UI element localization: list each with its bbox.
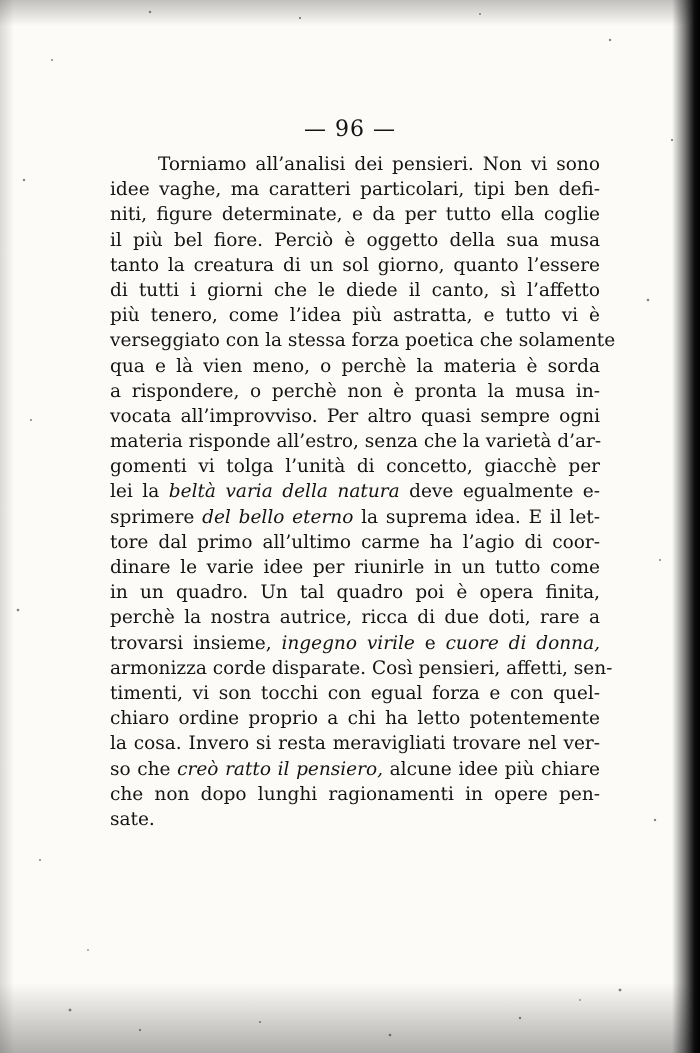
text-line: [110, 404, 600, 429]
text-line: [110, 555, 600, 580]
text-line: [110, 706, 600, 731]
text-segment: lei la: [110, 481, 169, 503]
text-segment: vocata all’improvviso. Per altro quasi sempre ogni: [110, 405, 600, 427]
text-line: [110, 354, 600, 379]
text-line: [110, 731, 600, 756]
text-segment: verseggiato con la stessa forza poetica che solamente: [110, 330, 616, 352]
text-line: [110, 580, 600, 605]
text-segment: qua e là vien meno, o perchè la materia è sorda: [110, 355, 600, 377]
text-segment: la suprema idea. E il let-: [353, 506, 600, 528]
text-segment: chiaro ordine proprio a chi ha letto potentemente: [110, 708, 600, 730]
text-segment: più tenero, come l’idea più astratta, e tutto vi è: [110, 305, 600, 327]
text-line: [110, 681, 600, 706]
page-binding-shadow: [672, 0, 700, 1053]
text-segment: dinare le varie idee per riunirle in un tutto come: [110, 557, 600, 578]
text-line: [110, 757, 600, 782]
page-edge-shadow-bottom: [0, 983, 700, 1053]
text-segment: trovarsi insieme,: [110, 632, 282, 654]
text-segment: il più bel fiore. Perciò è oggetto della sua musa: [110, 229, 600, 251]
text-line: [110, 278, 600, 303]
text-segment: armonizza corde disparate. Così pensieri, affetti, sen-: [110, 657, 613, 679]
text-line: [110, 605, 600, 630]
text-segment: che non dopo lunghi ragionamenti in opere pen-: [110, 783, 600, 805]
page-edge-shadow-top: [0, 0, 700, 26]
text-segment: a rispondere, o perchè non è pronta la musa in-: [110, 380, 600, 402]
text-segment: sate.: [110, 808, 155, 830]
text-segment: tanto la creatura di un sol giorno, quanto l’essere: [110, 254, 600, 276]
text-segment: so che: [110, 758, 178, 780]
text-segment: di tutti i giorni che le diede il canto, sì l’affetto: [110, 279, 600, 301]
text-segment: la cosa. Invero si resta meravigliati trovare nel ver-: [110, 733, 600, 755]
italic-segment: cuore di donna,: [445, 632, 600, 654]
text-line: [110, 505, 600, 530]
text-line: [110, 253, 600, 278]
text-line: [110, 152, 600, 177]
text-segment: materia risponde all’estro, senza che la varietà d’ar-: [110, 431, 602, 453]
italic-segment: del bello eterno: [202, 506, 354, 528]
text-line: [110, 454, 600, 479]
text-segment: Torniamo all’analisi dei pensieri. Non vi sono: [158, 154, 600, 175]
text-segment: deve egualmente e-: [399, 481, 600, 503]
text-segment: perchè la nostra autrice, ricca di due doti, rare a: [110, 607, 600, 629]
page-number: — 96 —: [304, 117, 396, 142]
italic-segment: creò ratto il pensiero,: [177, 758, 383, 780]
text-segment: alcune idee più chiare: [383, 758, 600, 780]
text-segment: niti, figure determinate, e da per tutto ella coglie: [110, 204, 600, 226]
text-segment: idee vaghe, ma caratteri particolari, tipi ben defi-: [110, 179, 600, 201]
text-line: [110, 479, 600, 504]
italic-segment: ingegno virile: [281, 632, 415, 654]
text-line: [110, 631, 600, 656]
text-line: [110, 202, 600, 227]
text-segment: timenti, vi son tocchi con egual forza e con quel-: [110, 682, 600, 704]
text-line: [110, 807, 600, 832]
text-segment: e: [414, 632, 446, 654]
text-segment: sprimere: [110, 506, 203, 528]
text-line: [110, 379, 600, 404]
text-line: [110, 429, 600, 454]
text-segment: in un quadro. Un tal quadro poi è opera finita,: [110, 582, 600, 604]
body-text: [110, 152, 616, 832]
text-line: [110, 530, 600, 555]
text-line: [110, 177, 600, 202]
page-edge-shadow-left: [0, 0, 14, 1053]
text-line: [110, 656, 613, 681]
italic-segment: beltà varia della natura: [168, 481, 400, 503]
text-line: [110, 228, 600, 253]
text-line: [110, 782, 600, 807]
text-line: [110, 328, 616, 353]
text-line: [110, 303, 600, 328]
text-segment: tore dal primo all’ultimo carme ha l’agio di coor-: [110, 531, 600, 553]
text-segment: gomenti vi tolga l’unità di concetto, giacchè per: [110, 456, 600, 478]
